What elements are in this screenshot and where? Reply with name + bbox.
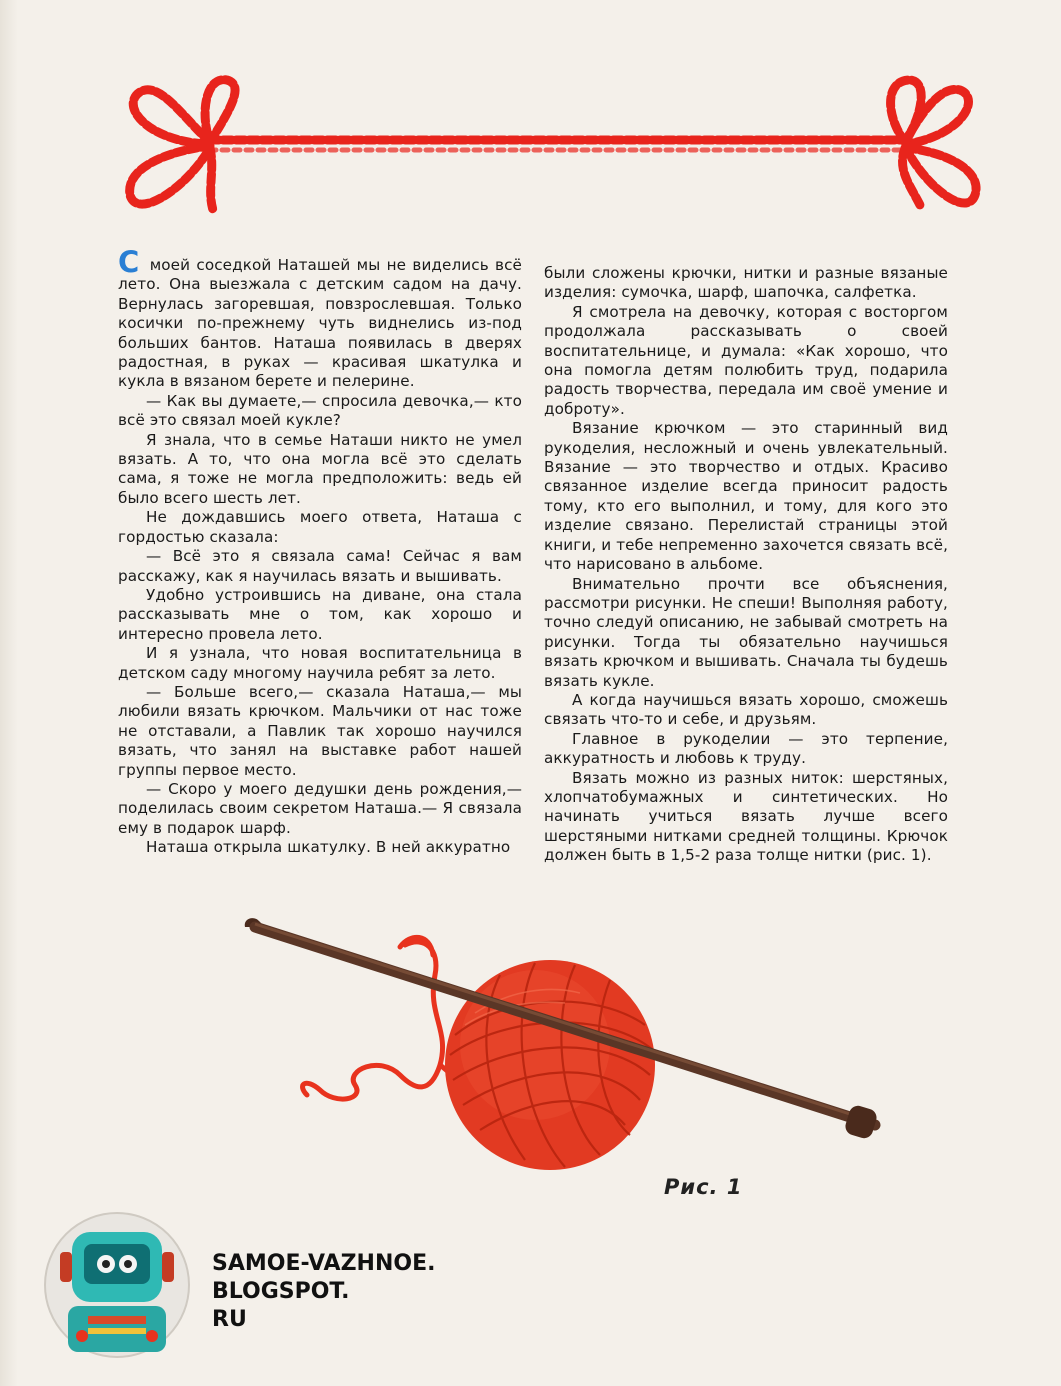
text-column-right	[544, 264, 948, 866]
paragraph: С моей соседкой Наташей мы не виделись всё лето. Она выезжала с детским садом на дачу. Вернулась загоревшая, повзрослевшая. Только косички по-прежнему чуть виднелись из-под больших бантов. Наташа появилась в дверях радостная, в руках — красивая шкатулка и кукла в вязаном берете и пелерине.	[118, 245, 522, 391]
yarn-ball	[445, 960, 655, 1170]
paragraph: Удобно устроившись на диване, она стала рассказывать мне о том, как хорошо и интересно провела лето.	[118, 585, 522, 643]
figure-caption: Рис. 1	[664, 1175, 743, 1199]
paragraph: А когда научишься вязать хорошо, сможешь связать что-то и себе, и друзьям.	[544, 690, 948, 729]
paragraph: Внимательно прочти все объяснения, рассмотри рисунки. Не спеши! Выполняя работу, точно следуй описанию, не забывай смотреть на рисунки. Тогда ты обязательно научишься вязать крючком и вышивать. Сначала ты будешь вязать кукле.	[544, 574, 948, 690]
paragraph: — Больше всего,— сказала Наташа,— мы любили вязать крючком. Мальчики от нас тоже не отставали, а Павлик так хорошо научился вязать, что занял на выставке работ нашей группы первое место.	[118, 682, 522, 779]
watermark-line: SAMOE-VAZHNOE.	[212, 1251, 436, 1276]
paragraph: Вязать можно из разных ниток: шерстяных, хлопчатобумажных и синтетических. Но начинать учиться вязать лучше всего шерстяными нитками средней толщины. Крючок должен быть в 1,5-2 раза толще нитки (рис. 1).	[544, 768, 948, 865]
chain-stitch-ornament	[115, 70, 985, 220]
watermark-line: BLOGSPOT.	[212, 1279, 350, 1304]
paragraph: были сложены крючки, нитки и разные вязаные изделия: сумочка, шарф, шапочка, салфетка.	[544, 264, 948, 302]
yarn-and-hook-illustration	[235, 905, 895, 1205]
text-column-left	[118, 245, 522, 858]
paragraph: — Всё это я связала сама! Сейчас я вам расскажу, как я научилась вязать и вышивать.	[118, 547, 522, 585]
paragraph: Вязание крючком — это старинный вид рукоделия, несложный и очень увлекательный. Вязание — это творчество и отдых. Красиво связанное изделие всегда приносит радость тому, кто его выполнил, и тому, для кого это изделие связано. Перелистай страницы этой книги, и тебе непременно захочется связать всё, что нарисовано в альбоме.	[544, 419, 948, 574]
robot-icon	[44, 1212, 190, 1358]
paragraph: Я смотрела на девочку, которая с восторгом продолжала рассказывать о своей воспитательнице, и думала: «Как хорошо, что она помогла детям полюбить труд, подарила радость творчества, передала им своё умение и доброту».	[544, 302, 948, 418]
paragraph: Главное в рукоделии — это терпение, аккуратность и любовь к труду.	[544, 729, 948, 768]
drop-cap: С	[118, 245, 140, 279]
watermark-text	[212, 1250, 435, 1334]
paragraph: Я знала, что в семье Наташи никто не умел вязать. А то, что она могла всё это сделать сама, я тоже не могла предположить: ведь ей было всего шесть лет.	[118, 430, 522, 507]
paragraph: — Как вы думаете,— спросила девочка,— кто всё это связал моей кукле?	[118, 391, 522, 430]
watermark-line: RU	[212, 1307, 247, 1332]
paragraph: Не дождавшись моего ответа, Наташа с гордостью сказала:	[118, 508, 522, 546]
paragraph: — Скоро у моего дедушки день рождения,— поделилась своим секретом Наташа.— Я связала ему в подарок шарф.	[118, 779, 522, 837]
page-edge	[0, 0, 18, 1386]
paragraph: Наташа открыла шкатулку. В ней аккуратно	[146, 838, 511, 857]
paragraph: И я узнала, что новая воспитательница в детском саду многому научила ребят за лето.	[118, 644, 522, 682]
